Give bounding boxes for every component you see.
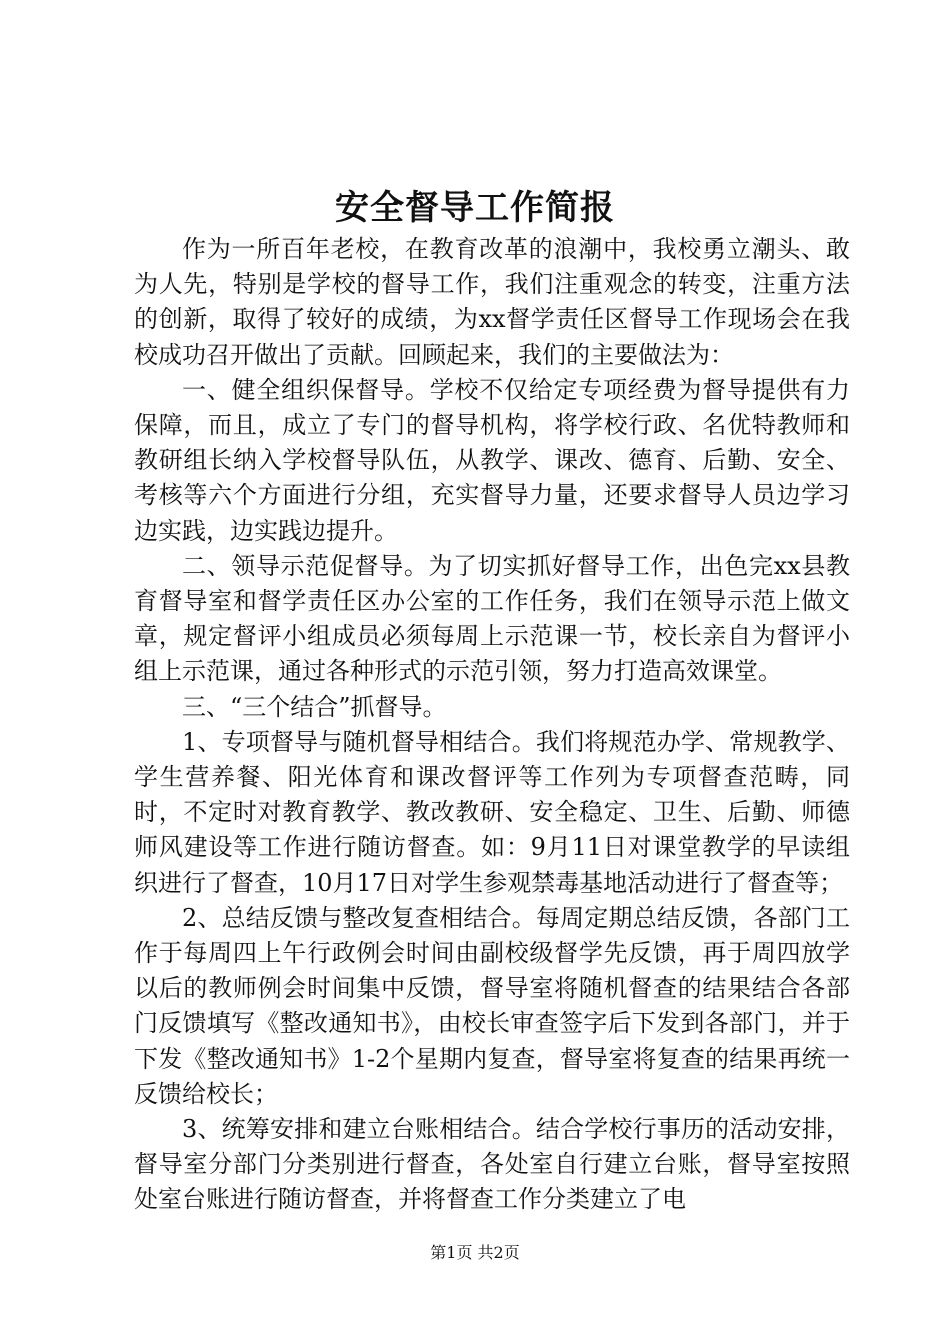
paragraph-item-3: 3、统筹安排和建立台账相结合。结合学校行事历的活动安排，督导室分部门分类别进行督查，各处室自行建立台账，督导室按照处室台账进行随访督查，并将督查工作分类建立了电 <box>134 1115 850 1214</box>
paragraph-item-1: 1、专项督导与随机督导相结合。我们将规范办学、常规教学、学生营养餐、阳光体育和课改督评等工作列为专项督查范畴，同时，不定时对教育教学、教改教研、安全稳定、卫生、后勤、师德师风建设等工作进行随访督查。如：9月11日对课堂教学的早读组织进行了督查，10月17日对学生参观禁毒基地活动进行了督查等； <box>134 727 850 897</box>
document-title: 安全督导工作简报 <box>335 188 615 228</box>
paragraph-section-2: 二、领导示范促督导。为了切实抓好督导工作，出色完xx县教育督导室和督学责任区办公室的工作任务，我们在领导示范上做文章，规定督评小组成员必须每周上示范课一节，校长亲自为督评小组上示范课，通过各种形式的示范引领，努力打造高效课堂。 <box>134 551 850 686</box>
paragraph-intro: 作为一所百年老校，在教育改革的浪潮中，我校勇立潮头、敢为人先，特别是学校的督导工作，我们注重观念的转变，注重方法的创新，取得了较好的成绩，为xx督学责任区督导工作现场会在我校成功召开做出了贡献。回顾起来，我们的主要做法为： <box>134 235 850 369</box>
document-body <box>134 232 850 1218</box>
paragraph-item-2: 2、总结反馈与整改复查相结合。每周定期总结反馈，各部门工作于每周四上午行政例会时间由副校级督学先反馈，再于周四放学以后的教师例会时间集中反馈，督导室将随机督查的结果结合各部门反馈填写《整改通知书》，由校长审查签字后下发到各部门，并于下发《整改通知书》1-2个星期内复查，督导室将复查的结果再统一反馈给校长； <box>134 903 850 1108</box>
page-footer: 第1页 共2页 <box>430 1243 520 1262</box>
paragraph-section-1: 一、健全组织保督导。学校不仅给定专项经费为督导提供有力保障，而且，成立了专门的督导机构，将学校行政、名优特教师和教研组长纳入学校督导队伍，从教学、课改、德育、后勤、安全、考核等六个方面进行分组，充实督导力量，还要求督导人员边学习边实践，边实践边提升。 <box>134 375 850 545</box>
paragraph-section-3-heading: 三、“三个结合”抓督导。 <box>182 692 447 721</box>
